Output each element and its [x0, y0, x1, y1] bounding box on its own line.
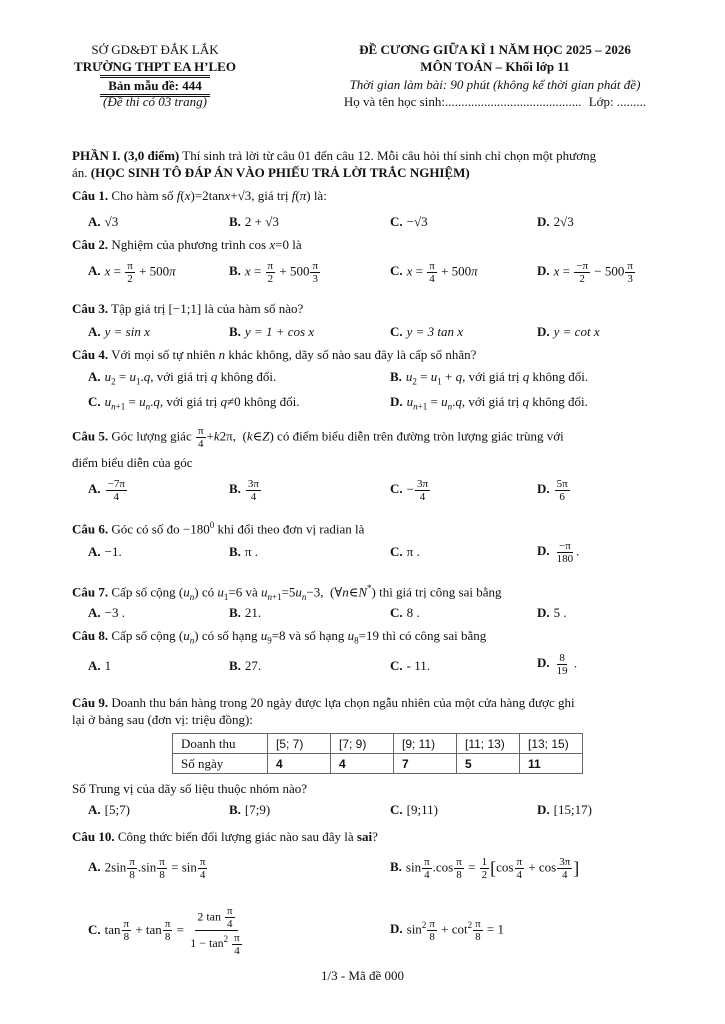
q2-option-c[interactable]: C. x = $\frac{\pi}{4}$ + 500π	[390, 260, 478, 285]
q3-text2: là của hàm số nào?	[201, 301, 304, 316]
q7-option-b[interactable]: B. 21.	[229, 605, 262, 620]
school-name: TRƯỜNG THPT EA H’LEO	[74, 59, 236, 74]
table-cell: 5	[457, 754, 520, 774]
q2-option-b[interactable]: B. x = $\frac{\pi}{2}$ + 500 $\frac{\pi}{3}$	[229, 260, 319, 285]
table-cell: [7; 9)	[331, 734, 394, 754]
q4-option-a[interactable]: A. $u_2 = u_1.q$, với giá trị q không đổi.	[88, 369, 277, 387]
q2-text2: là	[289, 237, 302, 252]
q9-option-c[interactable]: C. [9;11)	[390, 802, 438, 817]
q8-option-d[interactable]: D. $\frac{8}{19}$ .	[537, 652, 578, 677]
q3-number: Câu 3.	[72, 301, 109, 316]
question-8: Câu 8. Cấp số cộng $(u_n)$ có số hạng $u_9=8$ và số hạng $u_8=19$ thì có công sai bằng	[72, 628, 487, 646]
question-1: Câu 1. Cho hàm số f(x)=2tanx+√3, giá trị f(π) là:	[72, 188, 327, 203]
q10-text: Công thức biến đổi lượng giác nào sau đây là	[114, 829, 357, 844]
revenue-table	[172, 733, 583, 774]
q9-option-a[interactable]: A. [5;7)	[88, 802, 130, 817]
table-row	[173, 754, 583, 774]
subject-title: MÔN TOÁN – Khối lớp 11	[420, 59, 570, 74]
q9-question: Số Trung vị của dãy số liệu thuộc nhóm nào?	[72, 781, 308, 796]
department-name: SỞ GD&ĐT ĐẮK LẮK	[91, 42, 219, 57]
question-5: Câu 5. Góc lượng giác $\frac{\pi}{4}$ +k2π, (k∈Z) có điểm biểu diễn trên đường tròn lượng giác trùng với điểm biểu diễn của góc	[72, 425, 564, 470]
part1-intro	[72, 147, 672, 181]
q1-text2: , giá trị	[251, 188, 292, 203]
q5-option-c[interactable]: C. − $\frac{3\pi}{4}$	[390, 478, 429, 503]
q10-option-d[interactable]: D. $\sin^2$ $\frac{\pi}{8}$ + $\cot^2$ $\frac{\pi}{8}$ = 1	[390, 918, 504, 943]
part1-instruction: (HỌC SINH TÔ ĐÁP ÁN VÀO PHIẾU TRẢ LỜI TRẮC NGHIỆM)	[90, 165, 470, 180]
q8-options	[0, 652, 725, 686]
table-cell: [11; 13)	[457, 734, 520, 754]
part1-text: Thí sinh trả lời từ câu 01 đến câu 12. Mỗi câu hỏi thí sinh chỉ chọn một phương	[179, 148, 597, 163]
q4-option-c[interactable]: C. $u_{n+1} = u_n.q$, với giá trị q≠0 không đổi.	[88, 394, 300, 412]
table-cell: 11	[520, 754, 583, 774]
q1-text: Cho hàm số	[108, 188, 177, 203]
q2-option-d[interactable]: D. x = $\frac{-\pi}{2}$ − 500 $\frac{\pi}{3}$	[537, 260, 633, 285]
table-header-days: Số ngày	[173, 754, 268, 774]
q4-number: Câu 4.	[72, 347, 109, 362]
q9-text: Doanh thu bán hàng trong 20 ngày được lựa chọn ngẫu nhiên của một cửa hàng được ghi	[108, 695, 575, 710]
q8-text: Cấp số cộng	[108, 628, 179, 643]
table-row	[173, 734, 583, 754]
table-cell: 4	[331, 754, 394, 774]
q6-number: Câu 6.	[72, 521, 109, 537]
table-cell: 7	[394, 754, 457, 774]
student-info	[290, 94, 700, 110]
page-count: (Đề thi có 03 trang)	[103, 94, 207, 109]
q7-option-d[interactable]: D. 5 .	[537, 605, 567, 620]
q4-options	[0, 369, 725, 413]
q6-option-a[interactable]: A. −1.	[88, 544, 122, 559]
q2-options	[0, 256, 725, 292]
question-2: Câu 2. Nghiệm của phương trình cos x=0 là	[72, 237, 302, 252]
q8-option-a[interactable]: A. 1	[88, 658, 112, 673]
page-footer: 1/3 - Mã đề 000	[320, 968, 405, 983]
q9-option-d[interactable]: D. [15;17)	[537, 802, 592, 817]
part1-title: PHẦN I. (3,0 điểm)	[72, 148, 180, 163]
class-field: Lớp: .........	[588, 94, 647, 109]
q2-number: Câu 2.	[72, 237, 109, 252]
q6-option-b[interactable]: B. π .	[229, 544, 258, 559]
q1-option-c[interactable]: C. −√3	[390, 214, 428, 229]
q2-text: Nghiệm của phương trình	[108, 237, 249, 252]
q4-text2: khác không, dãy số nào sau đây là cấp số nhân?	[225, 347, 477, 362]
q4-text: Với mọi số tự nhiên	[108, 347, 219, 362]
q5-options	[0, 476, 725, 512]
q6-option-d[interactable]: D. $\frac{-\pi}{180}$ .	[537, 540, 580, 565]
table-cell: [13; 15)	[520, 734, 583, 754]
time-limit: Thời gian làm bài: 90 phút (không kể thời gian phát đề)	[349, 77, 641, 92]
q1-option-b[interactable]: B. 2 + √3	[229, 214, 279, 229]
q6-options	[0, 540, 725, 574]
q10-option-b[interactable]: B. sin $\frac{\pi}{4}$ .cos $\frac{\pi}{8}$ = $\frac{1}{2}$ [cos $\frac{\pi}{4}$ + cos $\frac{3\pi}{4}$ ]	[390, 856, 580, 881]
q5-text2: có điểm biểu diễn trên đường tròn lượng giác trùng với	[273, 428, 564, 444]
q10-option-c[interactable]: C. tan $\frac{\pi}{8}$ + tan $\frac{\pi}{8}$ = 2 tan $\frac{\pi}{4}$ $1 - \tan^2$ $\frac{\pi}{4}$	[88, 905, 240, 957]
q9-number: Câu 9.	[72, 695, 109, 710]
question-3: Câu 3. Tập giá trị [−1;1] là của hàm số nào?	[72, 301, 304, 316]
q4-option-d[interactable]: D. $u_{n+1} = u_n.q$, với giá trị q không đổi.	[390, 394, 588, 412]
q8-option-c[interactable]: C. - 11.	[390, 658, 430, 673]
q1-option-d[interactable]: D. 2√3	[537, 214, 574, 229]
q7-option-a[interactable]: A. −3 .	[88, 605, 125, 620]
table-cell: 4	[268, 754, 331, 774]
question-9	[72, 694, 672, 728]
q2-option-a[interactable]: A. x = $\frac{\pi}{2}$ + 500π	[88, 260, 176, 285]
q8-number: Câu 8.	[72, 628, 109, 643]
q10-options	[0, 850, 725, 960]
q5-number: Câu 5.	[72, 428, 109, 444]
q5-option-a[interactable]: A. $\frac{-7\pi}{4}$	[88, 478, 125, 503]
q6-option-c[interactable]: C. π .	[390, 544, 420, 559]
q3-option-d[interactable]: D. y = cot x	[537, 324, 600, 339]
exam-code: Bản mẫu đề: 444	[100, 75, 210, 97]
q10-option-a[interactable]: A. 2sin $\frac{\pi}{8}$ .sin $\frac{\pi}{8}$ = sin $\frac{\pi}{4}$	[88, 856, 206, 881]
q6-text: Góc có số đo	[108, 521, 183, 537]
exam-title: ĐỀ CƯƠNG GIỮA KÌ 1 NĂM HỌC 2025 – 2026	[359, 42, 631, 57]
q9-text2: lại ở bảng sau (đơn vị: triệu đồng):	[72, 712, 253, 727]
question-7: Câu 7. Cấp số cộng $(u_n)$ có $u_1=6$ và $u_{n+1}=5u_n-3$, (∀n∈N*) thì giá trị công sai bằng	[72, 583, 502, 602]
q10-number: Câu 10.	[72, 829, 115, 844]
q7-option-c[interactable]: C. 8 .	[390, 605, 420, 620]
part1-text2: án.	[72, 165, 91, 180]
q3-option-a[interactable]: A. y = sin x	[88, 324, 150, 339]
q1-text3: là:	[310, 188, 327, 203]
question-6: Câu 6. Góc có số đo $-180^0$ khi đổi theo đơn vị radian là	[72, 520, 365, 537]
question-10: Câu 10. Công thức biến đổi lượng giác nào sau đây là sai?	[72, 829, 378, 844]
q5-option-d[interactable]: D. $\frac{5\pi}{6}$	[537, 478, 568, 503]
q9-option-b[interactable]: B. [7;9)	[229, 802, 271, 817]
q6-text2: khi đổi theo đơn vị radian là	[214, 521, 365, 537]
q8-option-b[interactable]: B. 27.	[229, 658, 262, 673]
q1-number: Câu 1.	[72, 188, 109, 203]
student-name-field: Họ và tên học sinh:..........................................	[343, 94, 582, 109]
q5-text3: điểm biểu diễn của góc	[72, 455, 193, 470]
question-4: Câu 4. Với mọi số tự nhiên n khác không, dãy số nào sau đây là cấp số nhân?	[72, 347, 477, 362]
q3-option-c[interactable]: C. y = 3 tan x	[390, 324, 464, 339]
q5-option-b[interactable]: B. $\frac{3\pi}{4}$	[229, 478, 259, 503]
q3-option-b[interactable]: B. y = 1 + cos x	[229, 324, 315, 339]
q3-text: Tập giá trị	[108, 301, 169, 316]
q5-text: Góc lượng giác	[108, 428, 195, 444]
table-header-revenue: Doanh thu	[173, 734, 268, 754]
q7-text: Cấp số cộng	[108, 584, 179, 600]
table-cell: [5; 7)	[268, 734, 331, 754]
q4-option-b[interactable]: B. $u_2 = u_1 + q$, với giá trị q không đổi.	[390, 369, 589, 387]
q1-option-a[interactable]: A. √3	[88, 214, 119, 229]
table-cell: [9; 11)	[394, 734, 457, 754]
q7-number: Câu 7.	[72, 584, 109, 600]
q10-emphasis: sai	[356, 829, 373, 844]
